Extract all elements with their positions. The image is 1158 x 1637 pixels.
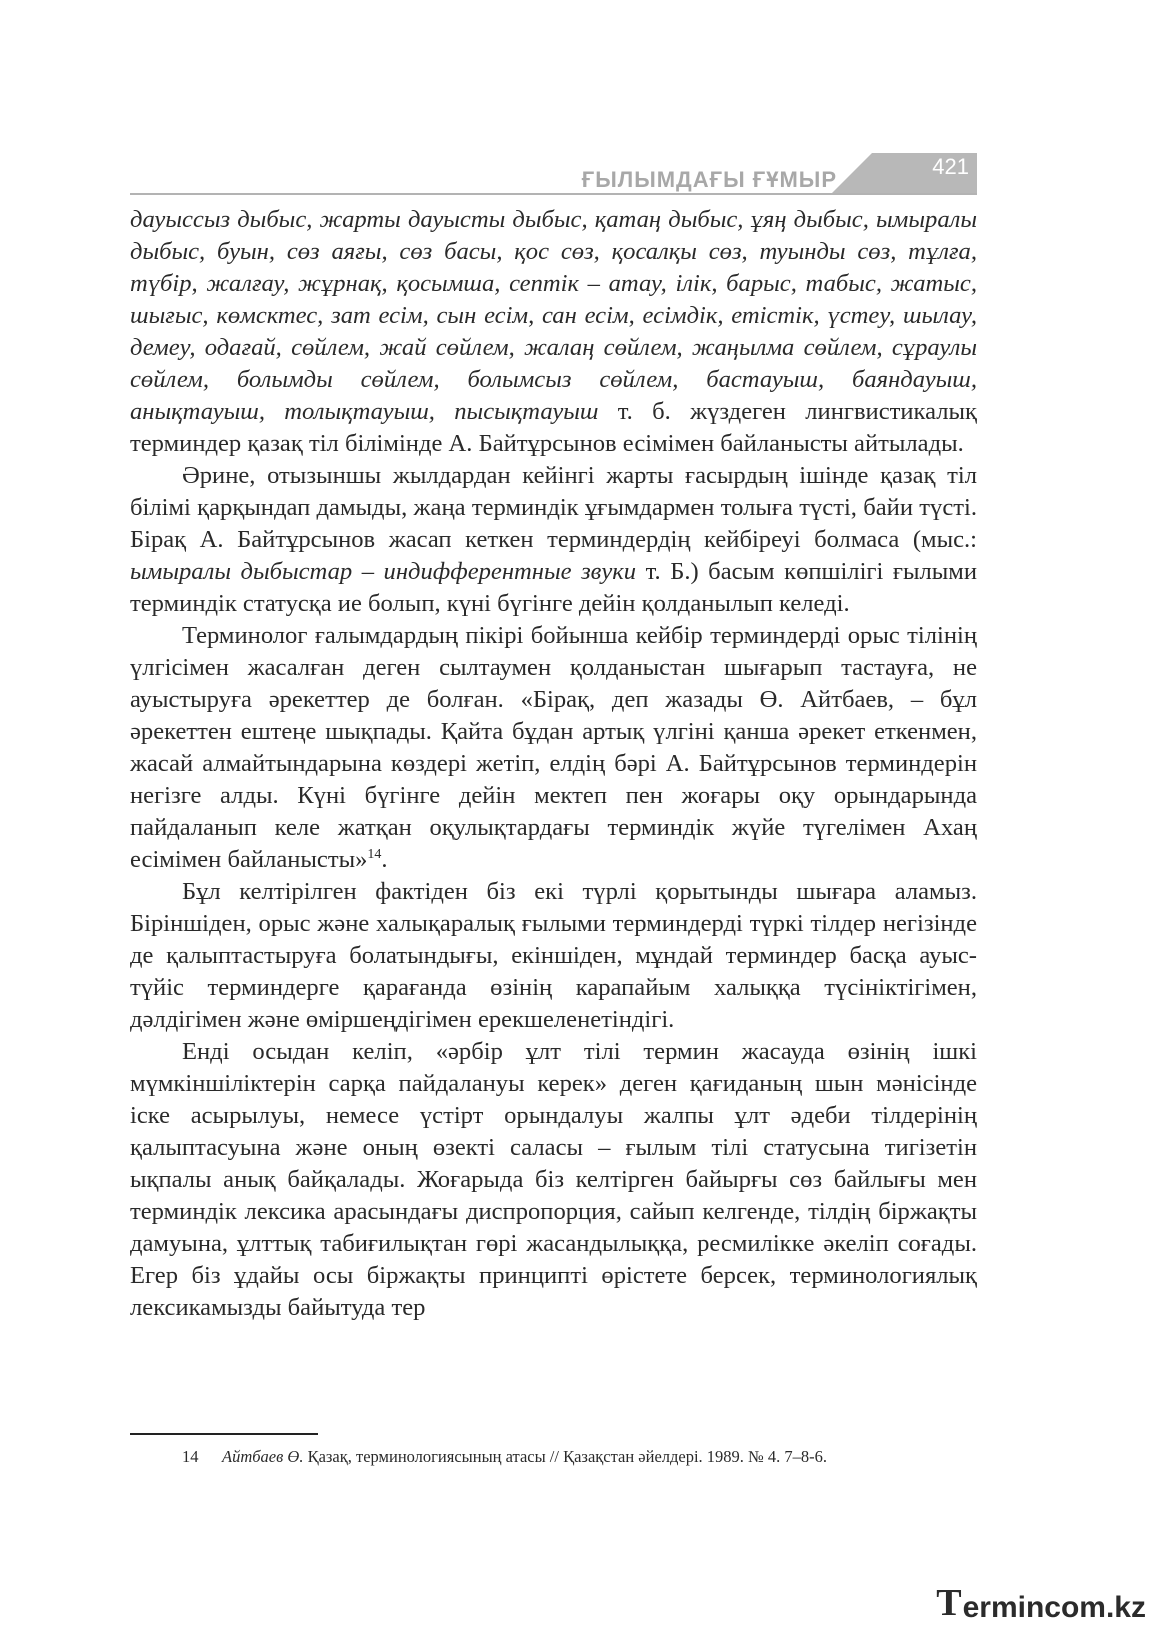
footnote-number: 14: [182, 1447, 199, 1466]
paragraph-3-text: Терминолог ғалымдардың пікірі бойынша кейбір терминдерді орыс тілінің үлгісімен жасалған деген сылтаумен қолданыстан шығарып тастауға, не ауыстыруға әрекеттер де болған. «Бірақ, деп жазады Ө. Айтбаев, – бұл әрекеттен ештеңе шықпады. Қайта бұдан артық үлгіні қанша әрекет еткенмен, жасай алмайтындарына көздері жетіп, елдің бәрі А. Байтұрсынов терминдерін негізге алды. Күні бүгінге дейін мектеп пен жоғары оқу орындарында пайдаланып келе жатқан оқулықтардағы терминдік жүйе түгелімен Ахаң есімімен байланысты»: [130, 622, 977, 873]
footnote-ref[interactable]: 14: [367, 846, 382, 862]
paragraph-1-tail: т. б. жүздеген лингвистикалық терминдер қазақ тіл білімінде А. Байтұрсынов есімімен байланысты айтылады.: [130, 398, 978, 457]
watermark-first-letter: T: [936, 1582, 962, 1624]
paragraph-2-end: т. Б.) басым көпшілігі ғылыми терминдік статусқа ие болып, күні бүгінге дейін қолданылып келеді.: [130, 558, 977, 617]
watermark-text: ermincom.kz: [962, 1591, 1146, 1624]
running-header: [130, 150, 977, 195]
paragraph-1: [130, 204, 977, 460]
paragraph-4: [130, 876, 977, 1036]
header-rule: [130, 193, 977, 195]
paragraph-2: [130, 460, 977, 620]
paragraph-3-end: .: [381, 846, 388, 873]
footnote-rule: [130, 1433, 318, 1435]
example-term: ымыралы дыбыстар – индифферентные звуки: [130, 558, 637, 585]
paragraph-4-text: Бұл келтірілген фактіден біз екі түрлі қорытынды шығара аламыз. Біріншіден, орыс және халықаралық ғылыми терминдерді түркі тілдер негізінде де қалыптастыруға болатындығы, екіншіден, мұндай терминдер басқа ауыс-түйіс терминдерге қарағанда өзінің карапайым халыққа түсініктігімен, дәлдігімен және өміршеңдігімен ерекшеленетіндігі.: [130, 878, 977, 1033]
term-list: дауыссыз дыбыс, жарты дауысты дыбыс, қатаң дыбыс, ұяң дыбыс, ымыралы дыбыс, буын, сөз аяғы, сөз басы, қос сөз, қосалқы сөз, туынды сөз, тұлға, түбір, жалғау, жұрнақ, қосымша, септік – атау, ілік, барыс, табыс, жатыс, шығыс, көмсктес, зат есім, сын есім, сан есім, есімдік, етістік, үстеу, шылау, демеу, одағай, сөйлем, жай сөйлем, жалаң сөйлем, жаңылма сөйлем, сұраулы сөйлем, болымды сөйлем, болымсыз сөйлем, бастауыш, баяндауыш, анықтауыш, толықтауыш, пысықтауыш: [130, 206, 977, 425]
page-number: 421: [932, 154, 969, 179]
paragraph-5-text: Енді осыдан келіп, «әрбір ұлт тілі термин жасауда өзінің ішкі мүмкіншіліктерін сарқа пайдалануы керек» деген қағиданың шын мәнісінде іске асырылуы, немесе үстірт орындалуы жалпы ұлт әдеби тілдерінің қалыптасуына және оның өзекті саласы – ғылым тілі статусына тигізетін ықпалы анық байқалады. Жоғарыда біз келтірген байырғы сөз байлығы мен терминдік лексика арасындағы диспропорция, сайып келгенде, тілдің біржақты дамуына, ұлттық табиғилықтан гөрі жасандылыққа, ресмиліккe әкеліп соғады. Егер біз ұдайы осы біржақты принципті өрістете берсек, терминологиялық лексикамызды байытуда тер: [130, 1038, 977, 1321]
watermark-logo: [936, 1581, 1146, 1625]
running-title: ҒЫЛЫМДАҒЫ ҒҰМЫР: [581, 167, 837, 192]
paragraph-5: [130, 1036, 977, 1324]
paragraph-3: [130, 620, 977, 876]
footnote: [182, 1446, 982, 1468]
footnote-author: Айтбаев Ө.: [222, 1447, 304, 1466]
footnote-text: Қазақ, терминологиясының атасы // Қазақстан әйелдері. 1989. № 4. 7–8-6.: [303, 1447, 828, 1466]
body-text: [130, 204, 977, 1324]
paragraph-2-start: Әрине, отызыншы жылдардан кейінгі жарты ғасырдың ішінде қазақ тіл білімі қарқындап дамыды, жаңа терминдік ұғымдармен толыға түсті, байи түсті. Бірақ А. Байтұрсынов жасап кеткен терминдердің кейбіреуі болмаса (мыс.:: [130, 462, 977, 553]
